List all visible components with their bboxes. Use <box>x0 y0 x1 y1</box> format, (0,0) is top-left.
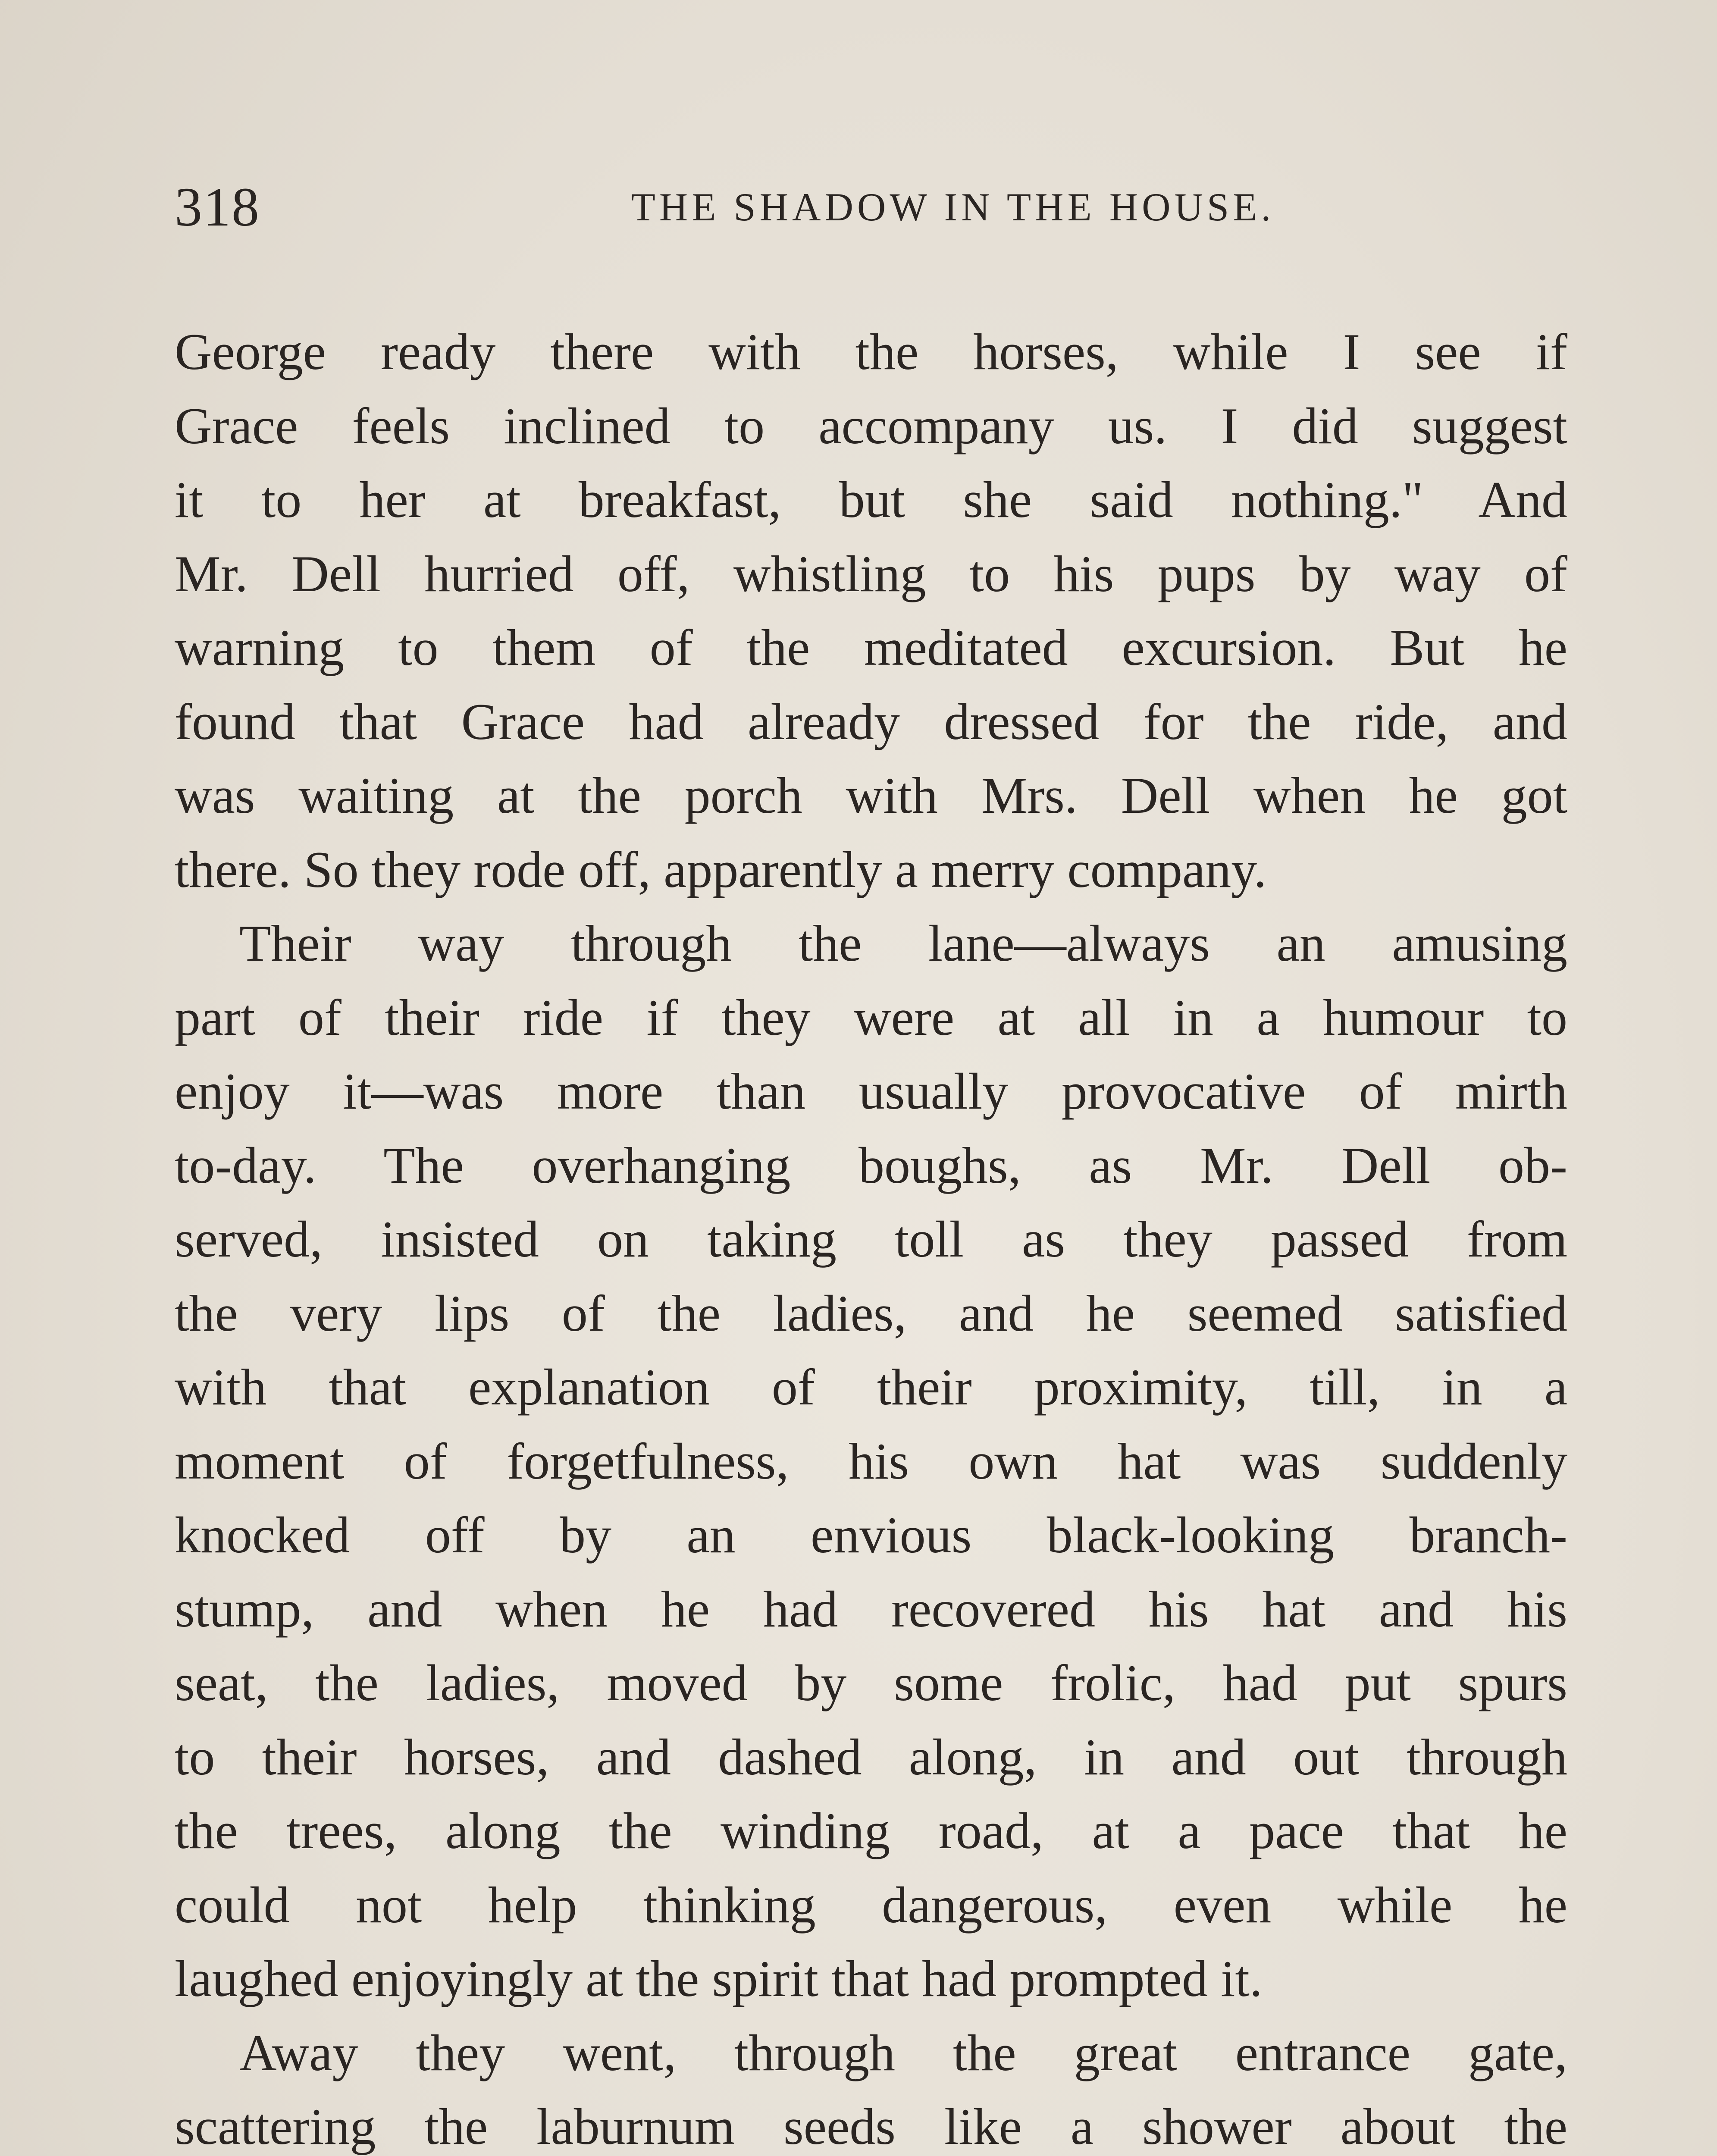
text-line: Grace feels inclined to accompany us. I did suggest <box>175 397 1567 454</box>
text-line: could not help thinking dangerous, even while he <box>175 1876 1567 1934</box>
text-line: it to her at breakfast, but she said nothing." And <box>175 471 1567 528</box>
text-line: enjoy it—was more than usually provocative of mirth <box>175 1062 1567 1120</box>
text-line: the very lips of the ladies, and he seemed satisfied <box>175 1284 1567 1342</box>
text-line: found that Grace had already dressed for the ride, and <box>175 693 1567 750</box>
text-line: Mr. Dell hurried off, whistling to his pups by way of <box>175 545 1567 602</box>
paragraph <box>175 906 1567 2016</box>
text-line: George ready there with the horses, while I see if <box>175 323 1567 380</box>
text-line: scattering the laburnum seeds like a shower about the <box>175 2098 1567 2155</box>
text-line: laughed enjoyingly at the spirit that had prompted it. <box>175 1950 1263 2007</box>
page-header <box>175 172 1567 241</box>
running-head: THE SHADOW IN THE HOUSE. <box>631 185 1275 229</box>
text-line: stump, and when he had recovered his hat and his <box>175 1580 1567 1638</box>
text-line: the trees, along the winding road, at a pace that he <box>175 1802 1567 1859</box>
text-line: part of their ride if they were at all in a humour to <box>175 988 1567 1046</box>
text-line: with that explanation of their proximity, till, in a <box>175 1358 1567 1416</box>
text-line: seat, the ladies, moved by some frolic, had put spurs <box>175 1654 1567 1711</box>
page-number: 318 <box>175 176 260 238</box>
paragraph <box>175 2016 1567 2156</box>
text-line: warning to them of the meditated excursion. But he <box>175 619 1567 676</box>
text-line: Their way through the lane—always an amusing <box>239 915 1567 972</box>
text-line: Away they went, through the great entrance gate, <box>239 2024 1567 2081</box>
body-text <box>175 315 1567 2156</box>
text-line: served, insisted on taking toll as they passed from <box>175 1210 1567 1268</box>
text-line: knocked off by an envious black-looking branch- <box>175 1506 1567 1564</box>
text-line: to-day. The overhanging boughs, as Mr. Dell ob- <box>175 1136 1567 1194</box>
paragraph <box>175 315 1567 906</box>
text-line: there. So they rode off, apparently a merry company. <box>175 840 1267 898</box>
text-line: moment of forgetfulness, his own hat was suddenly <box>175 1432 1567 1490</box>
text-line: to their horses, and dashed along, in and out through <box>175 1728 1567 1786</box>
text-line: was waiting at the porch with Mrs. Dell when he got <box>175 767 1567 824</box>
